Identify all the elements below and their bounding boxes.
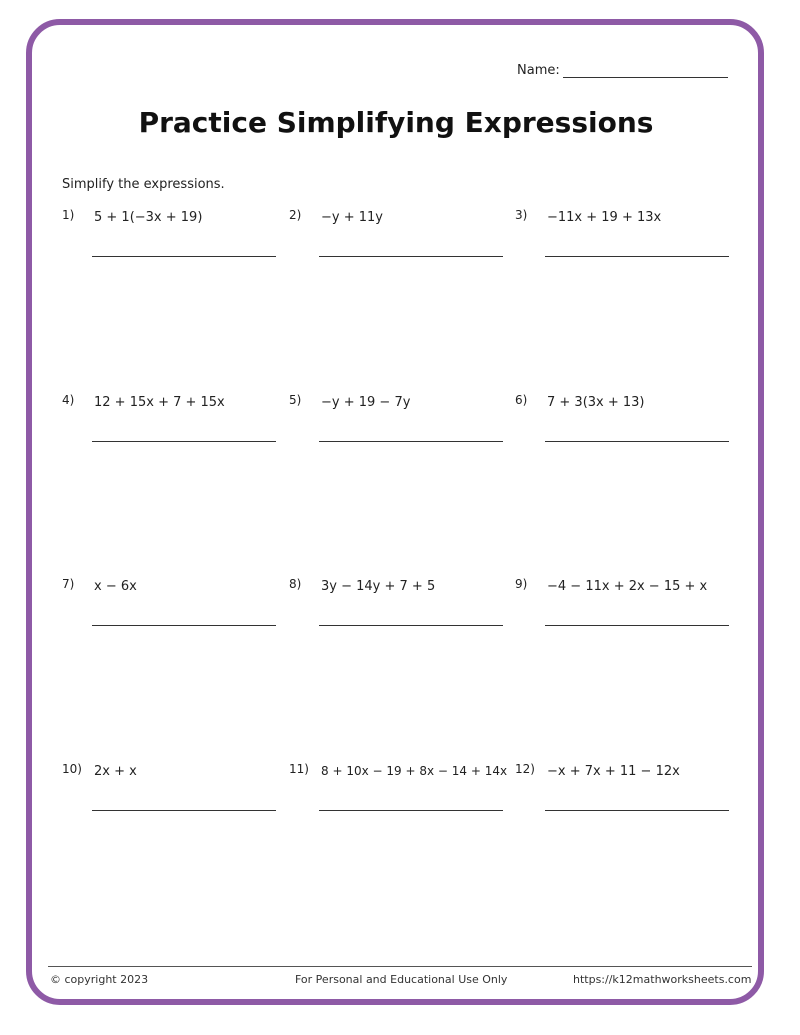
problem-expression: 8 + 10x − 19 + 8x − 14 + 14x: [321, 764, 508, 778]
footer-usage-note: For Personal and Educational Use Only: [295, 973, 508, 986]
footer-divider: [48, 966, 752, 967]
name-blank-line[interactable]: [563, 63, 728, 78]
problem-number: 5): [289, 393, 302, 407]
instructions-text: Simplify the expressions.: [62, 177, 225, 192]
answer-line[interactable]: [92, 441, 276, 442]
problem-number: 6): [515, 393, 528, 407]
problem-number: 1): [62, 208, 75, 222]
problem-expression: x − 6x: [94, 579, 137, 594]
answer-line[interactable]: [92, 256, 276, 257]
answer-line[interactable]: [545, 625, 729, 626]
problem-number: 11): [289, 762, 309, 776]
footer-website-link[interactable]: https://k12mathworksheets.com: [573, 973, 752, 986]
problem-expression: 2x + x: [94, 764, 137, 779]
problem-expression: −y + 11y: [321, 210, 383, 225]
answer-line[interactable]: [92, 625, 276, 626]
answer-line[interactable]: [545, 810, 729, 811]
problem-number: 10): [62, 762, 82, 776]
answer-line[interactable]: [545, 256, 729, 257]
problem-number: 12): [515, 762, 535, 776]
answer-line[interactable]: [319, 256, 503, 257]
answer-line[interactable]: [319, 441, 503, 442]
problem-number: 2): [289, 208, 302, 222]
answer-line[interactable]: [545, 441, 729, 442]
problem-expression: 3y − 14y + 7 + 5: [321, 579, 436, 594]
answer-line[interactable]: [319, 625, 503, 626]
problem-number: 9): [515, 577, 528, 591]
problem-expression: 12 + 15x + 7 + 15x: [94, 395, 225, 410]
problem-expression: −11x + 19 + 13x: [547, 210, 662, 225]
problem-number: 4): [62, 393, 75, 407]
footer-copyright: © copyright 2023: [50, 973, 149, 986]
problem-number: 8): [289, 577, 302, 591]
answer-line[interactable]: [319, 810, 503, 811]
worksheet-title: Practice Simplifying Expressions: [138, 106, 654, 139]
page-border: [26, 19, 764, 1005]
problem-expression: 5 + 1(−3x + 19): [94, 210, 203, 225]
problem-expression: 7 + 3(3x + 13): [547, 395, 645, 410]
name-label: Name:: [517, 63, 560, 78]
problem-number: 3): [515, 208, 528, 222]
problem-expression: −y + 19 − 7y: [321, 395, 411, 410]
answer-line[interactable]: [92, 810, 276, 811]
name-field-row: [517, 63, 728, 78]
problem-number: 7): [62, 577, 75, 591]
problem-expression: −4 − 11x + 2x − 15 + x: [547, 579, 708, 594]
problem-expression: −x + 7x + 11 − 12x: [547, 764, 680, 779]
